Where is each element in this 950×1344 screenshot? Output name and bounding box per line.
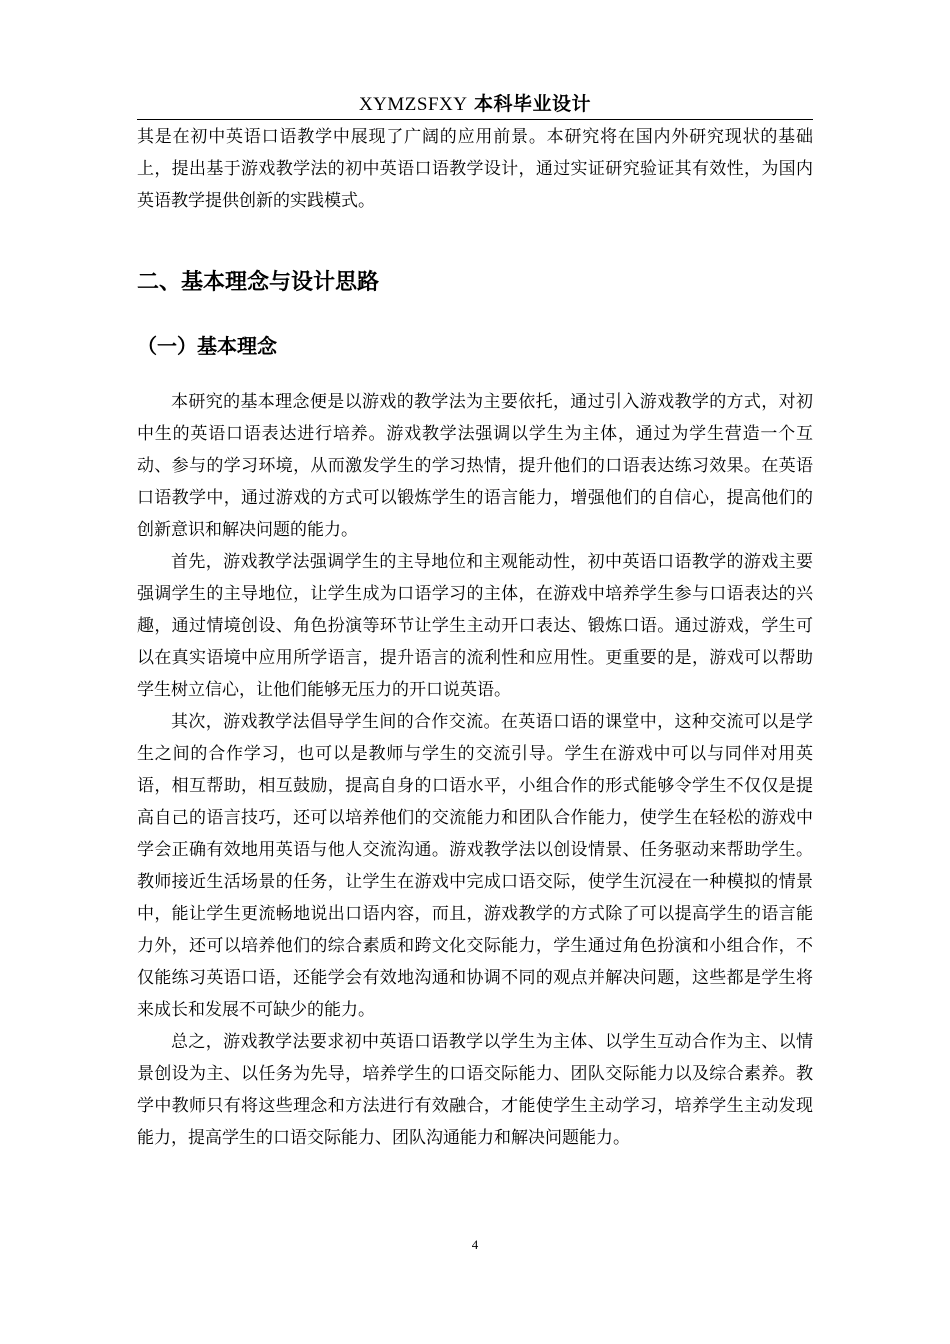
header-school-code: XYMZSFXY bbox=[358, 94, 468, 115]
subsection-heading: （一）基本理念 bbox=[137, 334, 277, 358]
paragraph: 总之，游戏教学法要求初中英语口语教学以学生为主体、以学生互动合作为主、以情景创设为主、以任务为先导，培养学生的口语交际能力、团队交际能力以及综合素养。教学中教师只有将这些理念和方法进行有效融合，才能使学生主动学习，培养学生主动发现能力，提高学生的口语交际能力、团队沟通能力和解决问题能力。 bbox=[137, 1032, 813, 1148]
header-rule bbox=[137, 119, 813, 120]
subsection-body bbox=[137, 386, 813, 1154]
paragraph: 首先，游戏教学法强调学生的主导地位和主观能动性，初中英语口语教学的游戏主要强调学生的主导地位，让学生成为口语学习的主体，在游戏中培养学生参与口语表达的兴趣，通过情境创设、角色扮演等环节让学生主动开口表达、锻炼口语。通过游戏，学生可以在真实语境中应用所学语言，提升语言的流利性和应用性。更重要的是，游戏可以帮助学生树立信心，让他们能够无压力的开口说英语。 bbox=[137, 552, 813, 700]
running-header bbox=[137, 91, 813, 118]
paragraph: 本研究的基本理念便是以游戏的教学法为主要依托，通过引入游戏教学的方式，对初中生的英语口语表达进行培养。游戏教学法强调以学生为主体，通过为学生营造一个互动、参与的学习环境，从而激发学生的学习热情，提升他们的口语表达练习效果。在英语口语教学中，通过游戏的方式可以锻炼学生的语言能力，增强他们的自信心，提高他们的创新意识和解决问题的能力。 bbox=[137, 392, 813, 540]
paragraph: 其次，游戏教学法倡导学生间的合作交流。在英语口语的课堂中，这种交流可以是学生之间的合作学习，也可以是教师与学生的交流引导。学生在游戏中可以与同伴对用英语，相互帮助，相互鼓励，提高自身的口语水平，小组合作的形式能够令学生不仅仅是提高自己的语言技巧，还可以培养他们的交流能力和团队合作能力，使学生在轻松的游戏中学会正确有效地用英语与他人交流沟通。游戏教学法以创设情景、任务驱动来帮助学生。教师接近生活场景的任务，让学生在游戏中完成口语交际，使学生沉浸在一种模拟的情景中，能让学生更流畅地说出口语内容，而且，游戏教学的方式除了可以提高学生的语言能力外，还可以培养他们的综合素质和跨文化交际能力，学生通过角色扮演和小组合作，不仅能练习英语口语，还能学会有效地沟通和协调不同的观点并解决问题，这些都是学生将来成长和发展不可缺少的能力。 bbox=[137, 712, 813, 1020]
section-heading: 二、基本理念与设计思路 bbox=[137, 270, 380, 295]
header-thesis-label: 本科毕业设计 bbox=[474, 93, 592, 115]
page-number: 4 bbox=[471, 1237, 479, 1252]
paragraph-continued: 其是在初中英语口语教学中展现了广阔的应用前景。本研究将在国内外研究现状的基础上，提出基于游戏教学法的初中英语口语教学设计，通过实证研究验证其有效性，为国内英语教学提供创新的实践模式。 bbox=[137, 127, 813, 211]
